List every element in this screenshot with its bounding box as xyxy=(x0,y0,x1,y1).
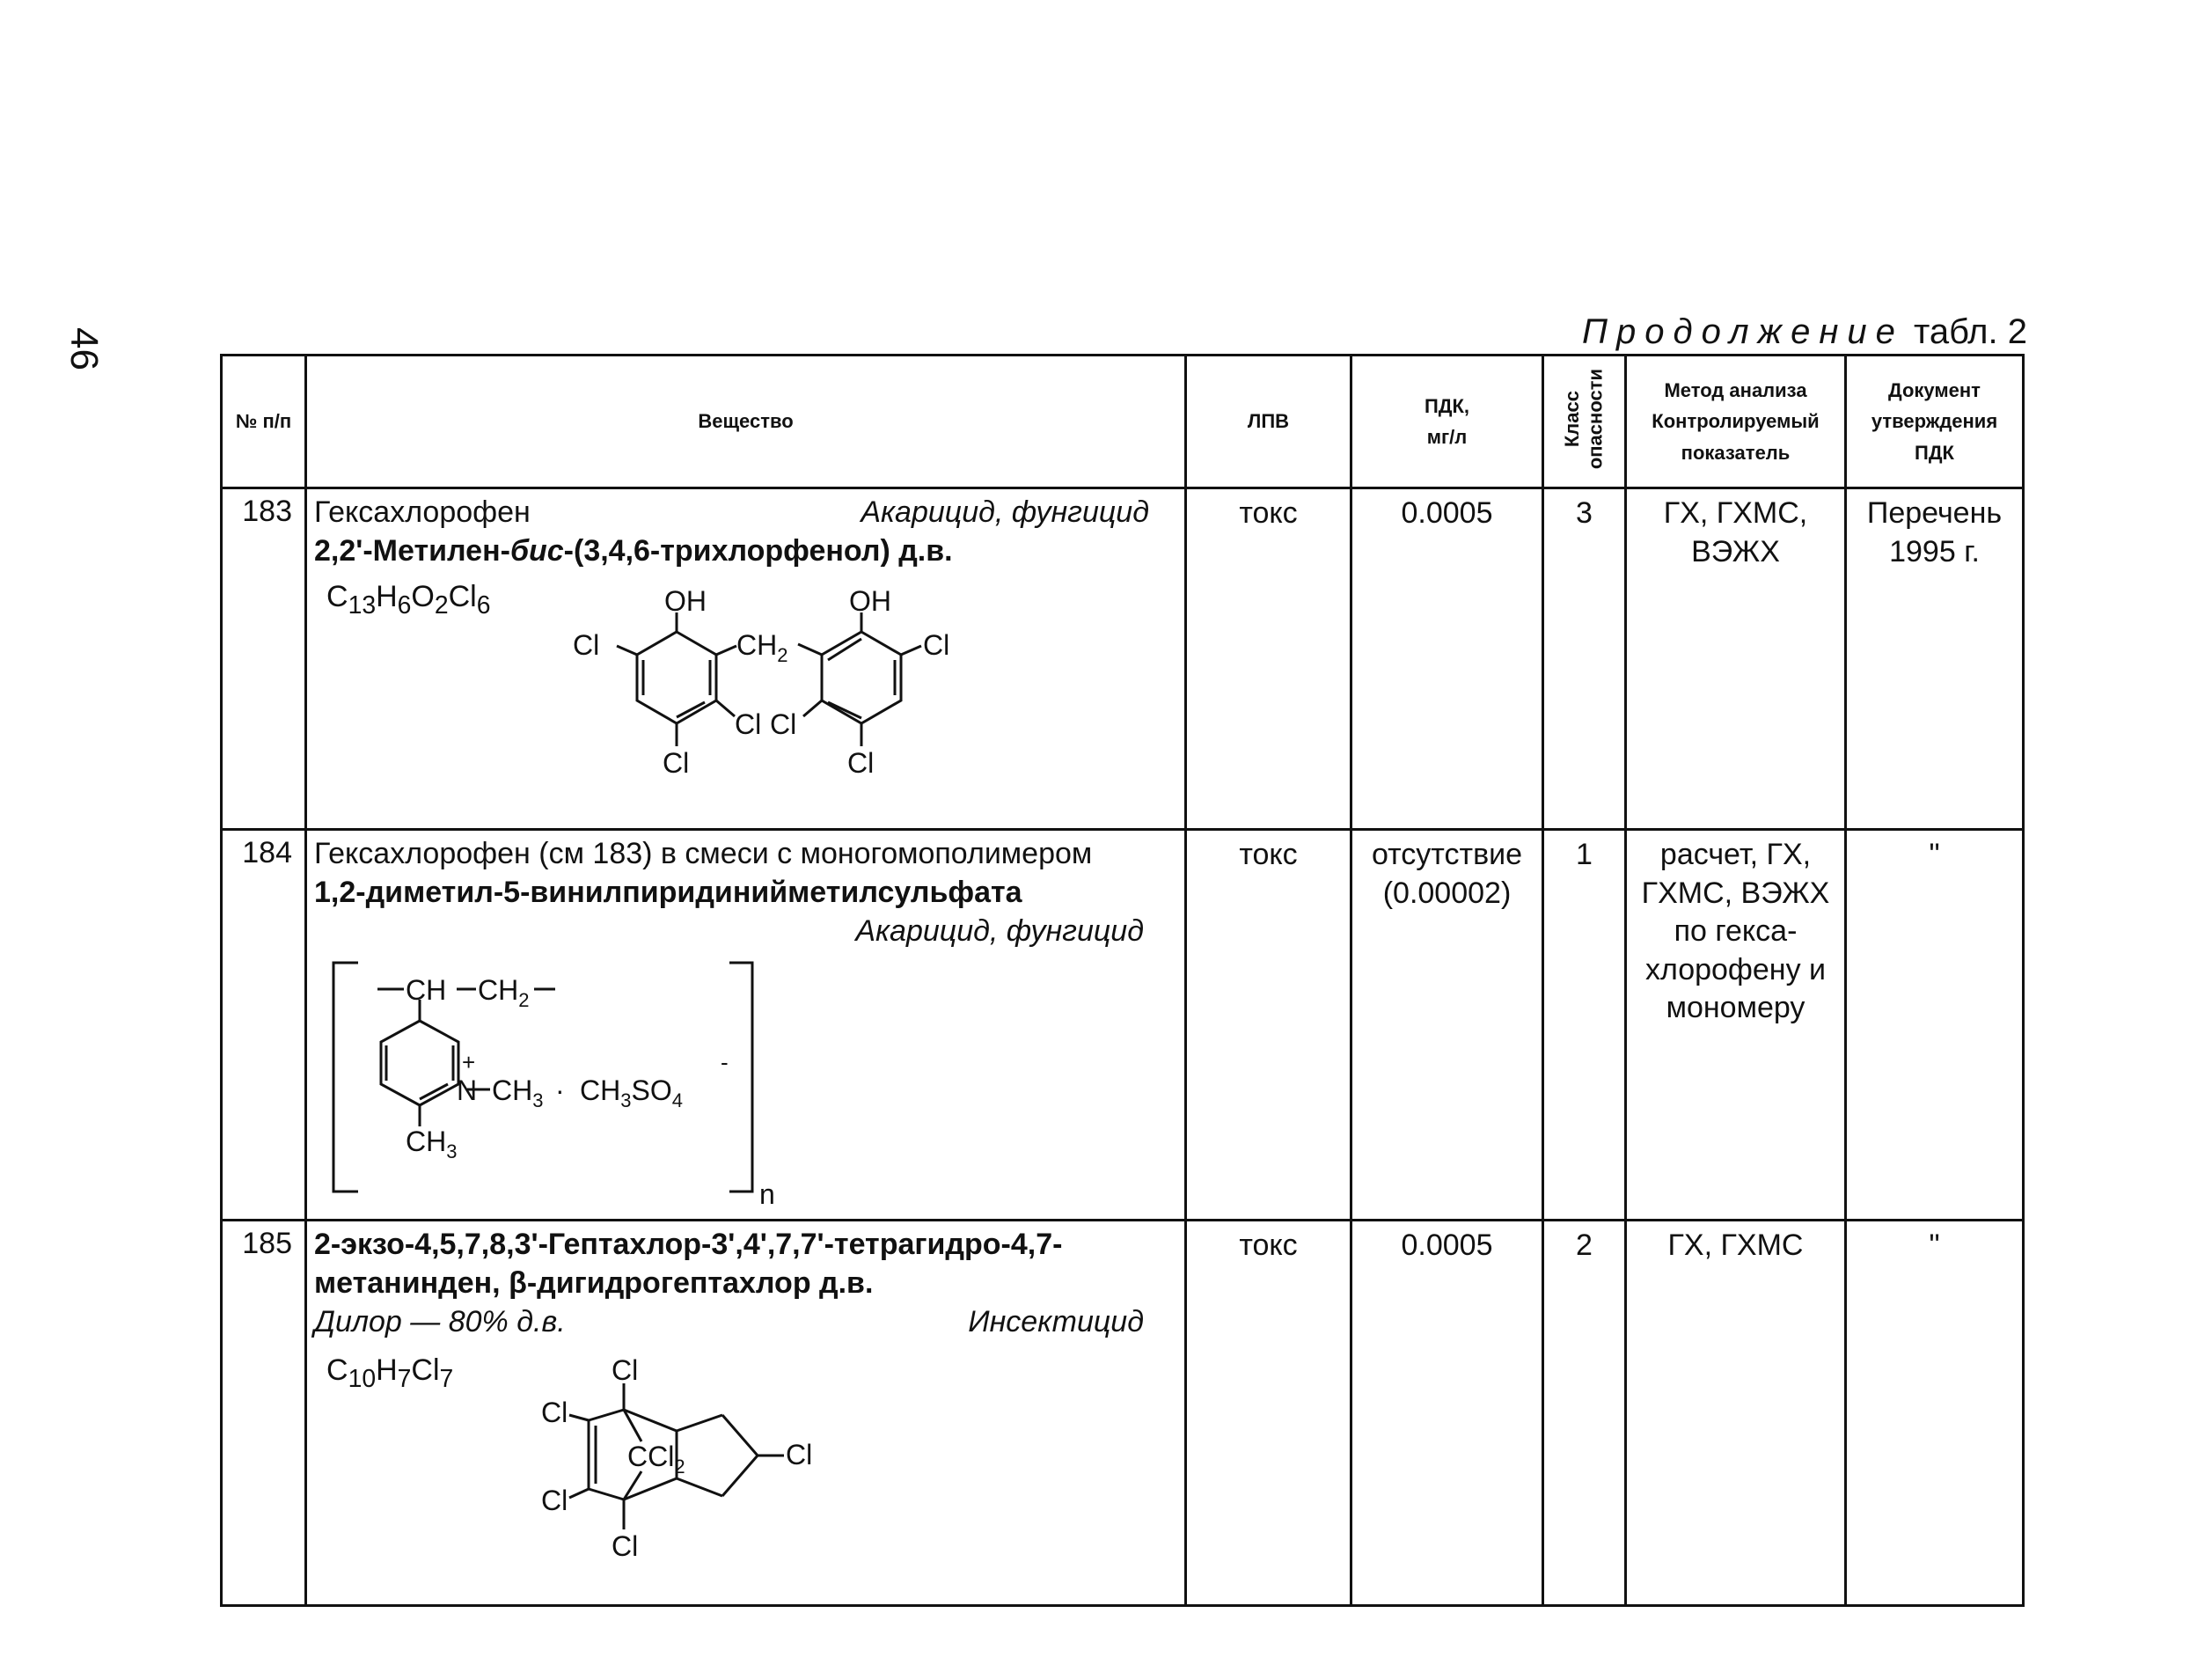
hazard-cell: 3 xyxy=(1543,488,1626,830)
chemical-name-cont: метаниндeн, β-дигидрогептахлор д.в. xyxy=(314,1266,874,1301)
heptachlor-structure xyxy=(518,1357,888,1586)
caption-suffix: табл. 2 xyxy=(1913,312,2027,351)
substances-table xyxy=(220,354,2025,1607)
row-number: 184 xyxy=(222,830,306,1221)
cl-label: Cl xyxy=(612,1530,639,1562)
method-cell: ГХ, ГХМС xyxy=(1626,1221,1846,1606)
header-pdk-line1: ПДК, xyxy=(1424,394,1470,417)
bracket-n-label: n xyxy=(759,1178,775,1209)
substance-cell xyxy=(306,830,1186,1221)
substance-name: Гексахлорофен xyxy=(314,495,531,529)
header-method: Метод анализа Контролируемый показатель xyxy=(1626,356,1846,488)
header-hazard-text: Класс опасности xyxy=(1561,368,1607,470)
document-cell: Перечень 1995 г. xyxy=(1846,488,2024,830)
minus-label: - xyxy=(721,1049,729,1075)
lpv-cell: токс xyxy=(1186,488,1351,830)
cl-label: Cl xyxy=(847,747,875,779)
substance-use: Инсектицид xyxy=(968,1305,1144,1339)
ch3-label: $CH_3$ xyxy=(492,1074,544,1111)
document-cell: " xyxy=(1846,830,2024,1221)
chemical-name: 1,2-диметил-5-винилпиридинийметилсульфата xyxy=(314,876,1022,910)
header-lpv: ЛПВ xyxy=(1186,356,1351,488)
chemical-name: 2,2'-Метилен-бис-(3,4,6-трихлорфенол) д.в. xyxy=(314,534,953,568)
ch3so4-label: $CH_3SO_4$ xyxy=(580,1074,683,1111)
ch-label: CH xyxy=(406,974,447,1006)
header-row xyxy=(222,356,2024,488)
cl-label: Cl xyxy=(541,1397,568,1428)
ch2-label: $CH_2$ xyxy=(478,974,530,1011)
hazard-cell: 1 xyxy=(1543,830,1626,1221)
document-cell: " xyxy=(1846,1221,2024,1606)
row-number: 185 xyxy=(222,1221,306,1606)
pdk-cell: 0.0005 xyxy=(1351,488,1543,830)
cl-label: Cl xyxy=(786,1439,813,1470)
cl-label: Cl xyxy=(735,708,762,740)
header-pdk-line2: мг/л xyxy=(1426,426,1468,448)
cl-label: Cl xyxy=(770,708,797,740)
hazard-cell: 2 xyxy=(1543,1221,1626,1606)
table-row xyxy=(222,1221,2024,1606)
table-caption xyxy=(1582,312,2027,352)
ch3-label: $CH_3$ xyxy=(406,1126,458,1162)
ch2-label: $CH_2$ xyxy=(736,629,788,666)
ccl2-label: CCl$_2$ xyxy=(627,1441,685,1478)
header-pdk xyxy=(1351,356,1543,488)
oh-label: OH xyxy=(664,588,707,617)
table-row xyxy=(222,830,2024,1221)
pdk-cell: отсутствие (0.00002) xyxy=(1351,830,1543,1221)
header-num: № п/п xyxy=(222,356,306,488)
molecular-formula: $C_{13}H_6O_2Cl_6$ xyxy=(326,580,491,620)
molecular-formula: $C_{10}H_7Cl_7$ xyxy=(326,1353,454,1393)
cl-label: Cl xyxy=(541,1485,568,1516)
cl-label: Cl xyxy=(612,1357,639,1386)
cl-label: Cl xyxy=(663,747,690,779)
n-label: N xyxy=(457,1074,478,1106)
page-number: 46 xyxy=(62,327,106,370)
pdk-cell: 0.0005 xyxy=(1351,1221,1543,1606)
row-number: 183 xyxy=(222,488,306,830)
caption-prefix: Продолжение xyxy=(1582,312,1904,351)
trade-name: Дилор — 80% д.в. xyxy=(314,1305,566,1339)
cl-label: Cl xyxy=(923,629,950,661)
header-document: Документ утверждения ПДК xyxy=(1846,356,2024,488)
header-hazard xyxy=(1543,356,1626,488)
chemical-name: 2-экзо-4,5,7,8,3'-Гептахлор-3',4',7,7'-тетрагидро-4,7- xyxy=(314,1228,1063,1261)
hexachlorophene-structure xyxy=(571,588,1064,817)
oh-label: OH xyxy=(849,588,891,617)
method-cell: расчет, ГХ, ГХМС, ВЭЖХ по гекса- хлорофену и мономеру xyxy=(1626,830,1846,1221)
table-row xyxy=(222,488,2024,830)
lpv-cell: токс xyxy=(1186,830,1351,1221)
polymer-structure xyxy=(325,954,817,1209)
method-cell: ГХ, ГХМС, ВЭЖХ xyxy=(1626,488,1846,830)
substance-use: Акарицид, фунгицид xyxy=(855,914,1144,949)
plus-label: + xyxy=(462,1049,476,1075)
substance-use: Акарицид, фунгицид xyxy=(861,495,1149,529)
substance-name: Гексахлорофен (см 183) в смеси с моногомополимером xyxy=(314,837,1093,870)
lpv-cell: токс xyxy=(1186,1221,1351,1606)
header-substance: Вещество xyxy=(306,356,1186,488)
cl-label: Cl xyxy=(573,629,600,661)
substance-cell xyxy=(306,1221,1186,1606)
substance-cell xyxy=(306,488,1186,830)
dot-label: · xyxy=(555,1074,565,1106)
